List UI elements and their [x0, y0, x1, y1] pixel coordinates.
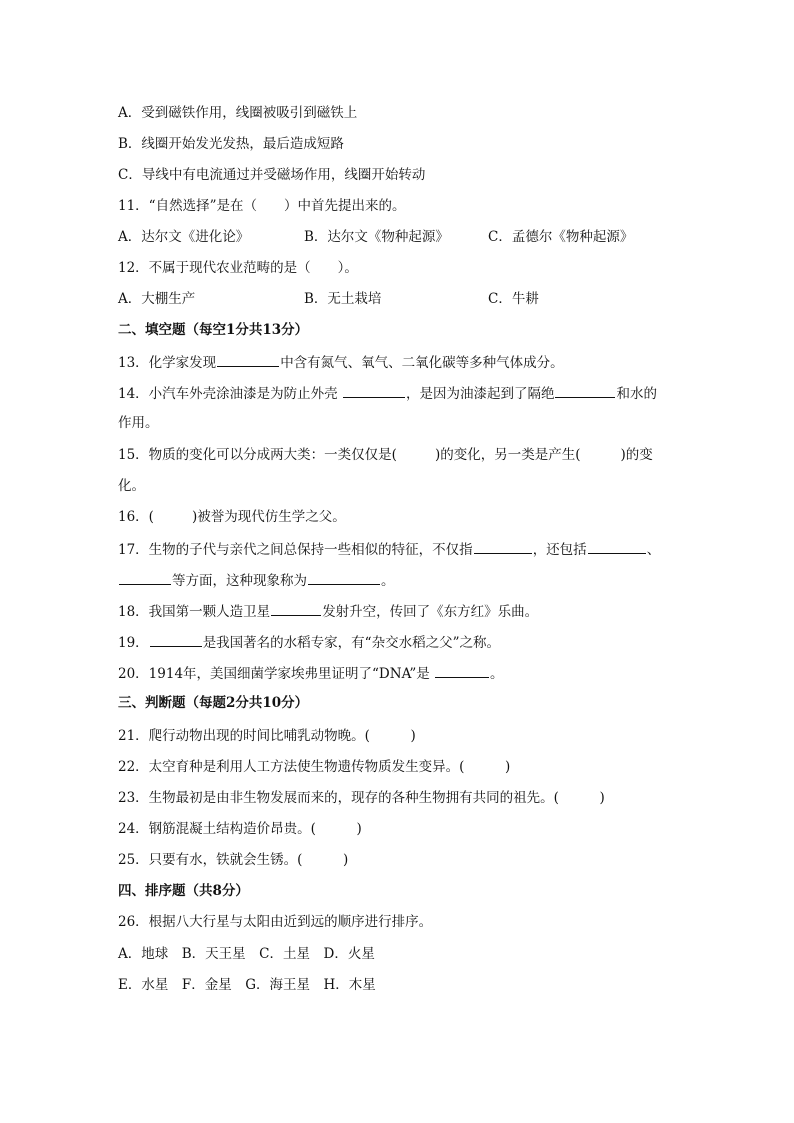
q12-option-a: A．大棚生产 [118, 291, 196, 307]
q13-text-2: 中含有氮气、氧气、二氧化碳等多种气体成分。 [280, 355, 564, 371]
answer-blank[interactable] [474, 539, 532, 554]
q14-text-2: ，是因为油漆起到了隔绝 [405, 386, 555, 402]
question-19 [118, 632, 500, 652]
q17-text-3: 、 [646, 542, 661, 558]
q20-text-1: 20．1914年，美国细菌学家埃弗里证明了“DNA”是 [118, 666, 430, 682]
question-22: 22．太空育种是利用人工方法使生物遗传物质发生变异。( ) [118, 759, 511, 775]
question-21: 21．爬行动物出现的时间比哺乳动物晚。( ) [118, 728, 416, 744]
q14-text-3: 和水的 [616, 386, 657, 402]
q19-text-1: 19． [118, 635, 149, 651]
q11-option-c: C．孟德尔《物种起源》 [488, 229, 634, 245]
q12-option-c: C．牛耕 [488, 291, 539, 307]
question-13 [118, 352, 564, 372]
q17-text-2: ，还包括 [532, 542, 587, 558]
q13-text-1: 13．化学家发现 [118, 355, 217, 371]
section-3-heading: 三、判断题（每题2分共10分） [118, 695, 309, 711]
question-11: 11．“自然选择”是在（ ）中首先提出来的。 [118, 198, 406, 214]
question-17 [118, 539, 660, 559]
option-a-q10: A．受到磁铁作用，线圈被吸引到磁铁上 [118, 105, 358, 121]
q26-options-row-2: E．水星 F．金星 G．海王星 H．木星 [118, 977, 376, 993]
q17-text-1: 17．生物的子代与亲代之间总保持一些相似的特征，不仅指 [118, 542, 473, 558]
question-12: 12．不属于现代农业范畴的是（ ）。 [118, 260, 358, 276]
question-20 [118, 663, 504, 683]
q18-text-2: 发射升空，传回了《东方红》乐曲。 [322, 604, 539, 620]
q26-options-row-1: A．地球 B．天王星 C．土星 D．火星 [118, 946, 375, 962]
question-15-cont: 化。 [118, 478, 145, 494]
q20-text-2: 。 [490, 666, 504, 682]
q11-option-a: A．达尔文《进化论》 [118, 229, 250, 245]
answer-blank[interactable] [588, 539, 646, 554]
q15-text-3: )的变 [620, 447, 653, 463]
option-c-q10: C．导线中有电流通过并受磁场作用，线圈开始转动 [118, 167, 426, 183]
q12-option-b: B．无土栽培 [304, 291, 382, 307]
q16-text-2: )被誉为现代仿生学之父。 [191, 509, 346, 525]
q15-text-1: 15．物质的变化可以分成两大类：一类仅仅是( [118, 447, 397, 463]
question-26: 26．根据八大行星与太阳由近到远的顺序进行排序。 [118, 914, 433, 930]
q18-text-1: 18．我国第一颗人造卫星 [118, 604, 271, 620]
answer-blank[interactable] [119, 570, 171, 585]
q19-text-2: 是我国著名的水稻专家，有“杂交水稻之父”之称。 [202, 635, 500, 651]
question-16 [118, 508, 346, 526]
answer-blank[interactable] [271, 601, 321, 616]
question-14-cont: 作用。 [118, 415, 159, 431]
question-18 [118, 601, 538, 621]
question-17-cont [118, 570, 395, 590]
q14-text-1: 14．小汽车外壳涂油漆是为防止外壳 [118, 386, 338, 402]
question-23: 23．生物最初是由非生物发展而来的，现存的各种生物拥有共同的祖先。( ) [118, 790, 605, 806]
question-14 [118, 383, 657, 403]
q15-text-2: )的变化，另一类是产生( [434, 447, 581, 463]
answer-blank[interactable] [435, 663, 489, 678]
question-15 [118, 446, 653, 464]
answer-blank[interactable] [217, 352, 279, 367]
q17-text-5: 。 [381, 573, 395, 589]
q11-option-b: B．达尔文《物种起源》 [304, 229, 449, 245]
option-b-q10: B．线圈开始发光发热，最后造成短路 [118, 136, 344, 152]
answer-blank[interactable] [150, 632, 202, 647]
answer-blank[interactable] [343, 383, 405, 398]
answer-blank[interactable] [555, 383, 615, 398]
q17-text-4: 等方面，这种现象称为 [172, 573, 307, 589]
question-24: 24．钢筋混凝土结构造价昂贵。( ) [118, 821, 362, 837]
question-25: 25．只要有水，铁就会生锈。( ) [118, 852, 349, 868]
q16-text-1: 16．( [118, 509, 154, 525]
answer-blank[interactable] [308, 570, 380, 585]
section-2-heading: 二、填空题（每空1分共13分） [118, 322, 309, 338]
section-4-heading: 四、排序题（共8分） [118, 883, 249, 899]
